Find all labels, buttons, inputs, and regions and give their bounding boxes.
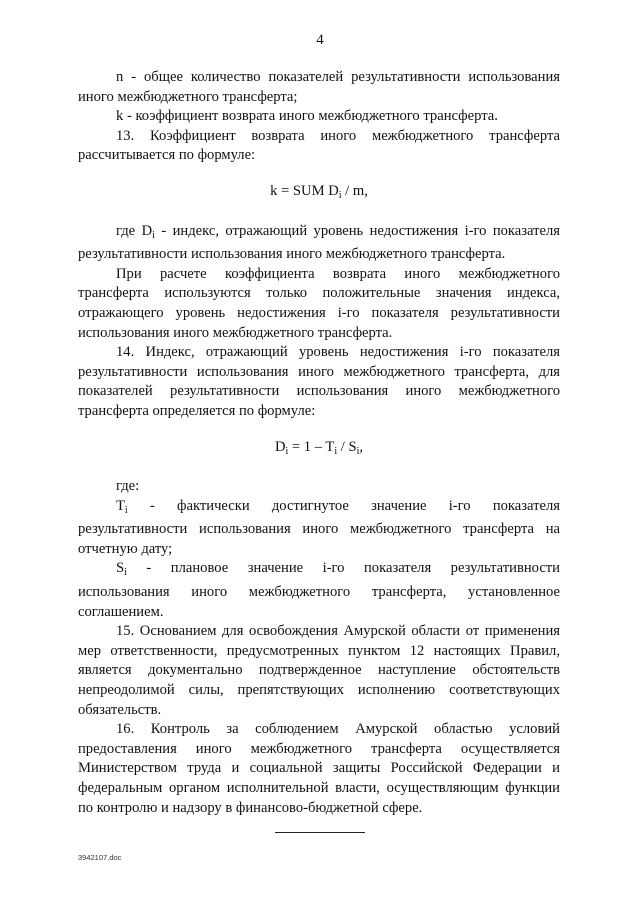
formula2-a: D — [274, 438, 286, 455]
paragraph-n-definition: n - общее количество показателей результативности использования иного межбюджетного трансферта; — [78, 69, 560, 105]
paragraph-di-definition — [78, 222, 560, 265]
document-body — [78, 68, 560, 818]
formula2-b: = 1 – T — [288, 438, 335, 455]
si-sub: i — [124, 567, 127, 579]
formula2-a-sub: i — [285, 445, 289, 457]
page-number: 4 — [316, 32, 324, 48]
separator-line — [275, 832, 365, 833]
paragraph-ti-definition — [78, 497, 560, 560]
paragraph-where: где: — [116, 478, 140, 495]
formula1-left: k = SUM D — [270, 182, 339, 199]
paragraph-k-definition: k - коэффициент возврата иного межбюджетного трансферта. — [116, 108, 498, 125]
paragraph-si-definition — [78, 559, 560, 622]
paragraph-14: 14. Индекс, отражающий уровень недостижения i-го показателя результативности использования иного межбюджетного трансферта, для показателей результативности использования иного межбюджетного трансферта определяется по формуле: — [78, 344, 560, 419]
formula2-b-sub: i — [334, 445, 338, 457]
footer-file-code: 3942107.doc — [78, 853, 122, 862]
formula1-right: / m, — [341, 182, 368, 199]
ti-symbol: T — [116, 497, 125, 514]
paragraph-15: 15. Основанием для освобождения Амурской области от применения мер ответственности, предусмотренных пунктом 12 настоящих Правил, является документально подтвержденное наступление обстоятельств непреодолимой силы, препятствующих исполнению соответствующих обязательств. — [78, 623, 560, 718]
di-sub: i — [152, 229, 155, 241]
paragraph-16: 16. Контроль за соблюдением Амурской областью условий предоставления иного межбюджетного трансферта осуществляется Министерством труда и социальной защиты Российской Федерации и федеральным органом исполнительной власти, осуществляющим функции по контролю и надзору в финансово-бюджетной сфере. — [78, 721, 560, 816]
paragraph-13: 13. Коэффициент возврата иного межбюджетного трансферта рассчитывается по формуле: — [78, 127, 560, 164]
formula2-c: / S — [337, 438, 357, 455]
ti-sub: i — [124, 504, 128, 516]
si-symbol: S — [116, 560, 125, 577]
formula2-c-sub: i — [356, 445, 360, 457]
formula1-sub: i — [338, 189, 342, 201]
si-text: - плановое значение i-го показателя результативности использования иного межбюджетного трансферта, установленное соглашением. — [78, 560, 560, 620]
ti-text: - фактически достигнутое значение i-го показателя результативности использования иного межбюджетного трансферта на отчетную дату; — [78, 497, 560, 557]
formula-return-coefficient — [78, 182, 560, 206]
di-rest: - индекс, отражающий уровень недостижения i-го показателя результативности использования иного межбюджетного трансферта. — [78, 222, 560, 263]
formula-index — [78, 438, 560, 462]
paragraph-positive-values: При расчете коэффициента возврата иного межбюджетного трансферта используются только положительные значения индекса, отражающего уровень недостижения i-го показателя результативности использования иного межбюджетного трансферта. — [78, 265, 560, 341]
di-prefix: где D — [116, 222, 153, 239]
formula2-d: , — [359, 438, 364, 455]
